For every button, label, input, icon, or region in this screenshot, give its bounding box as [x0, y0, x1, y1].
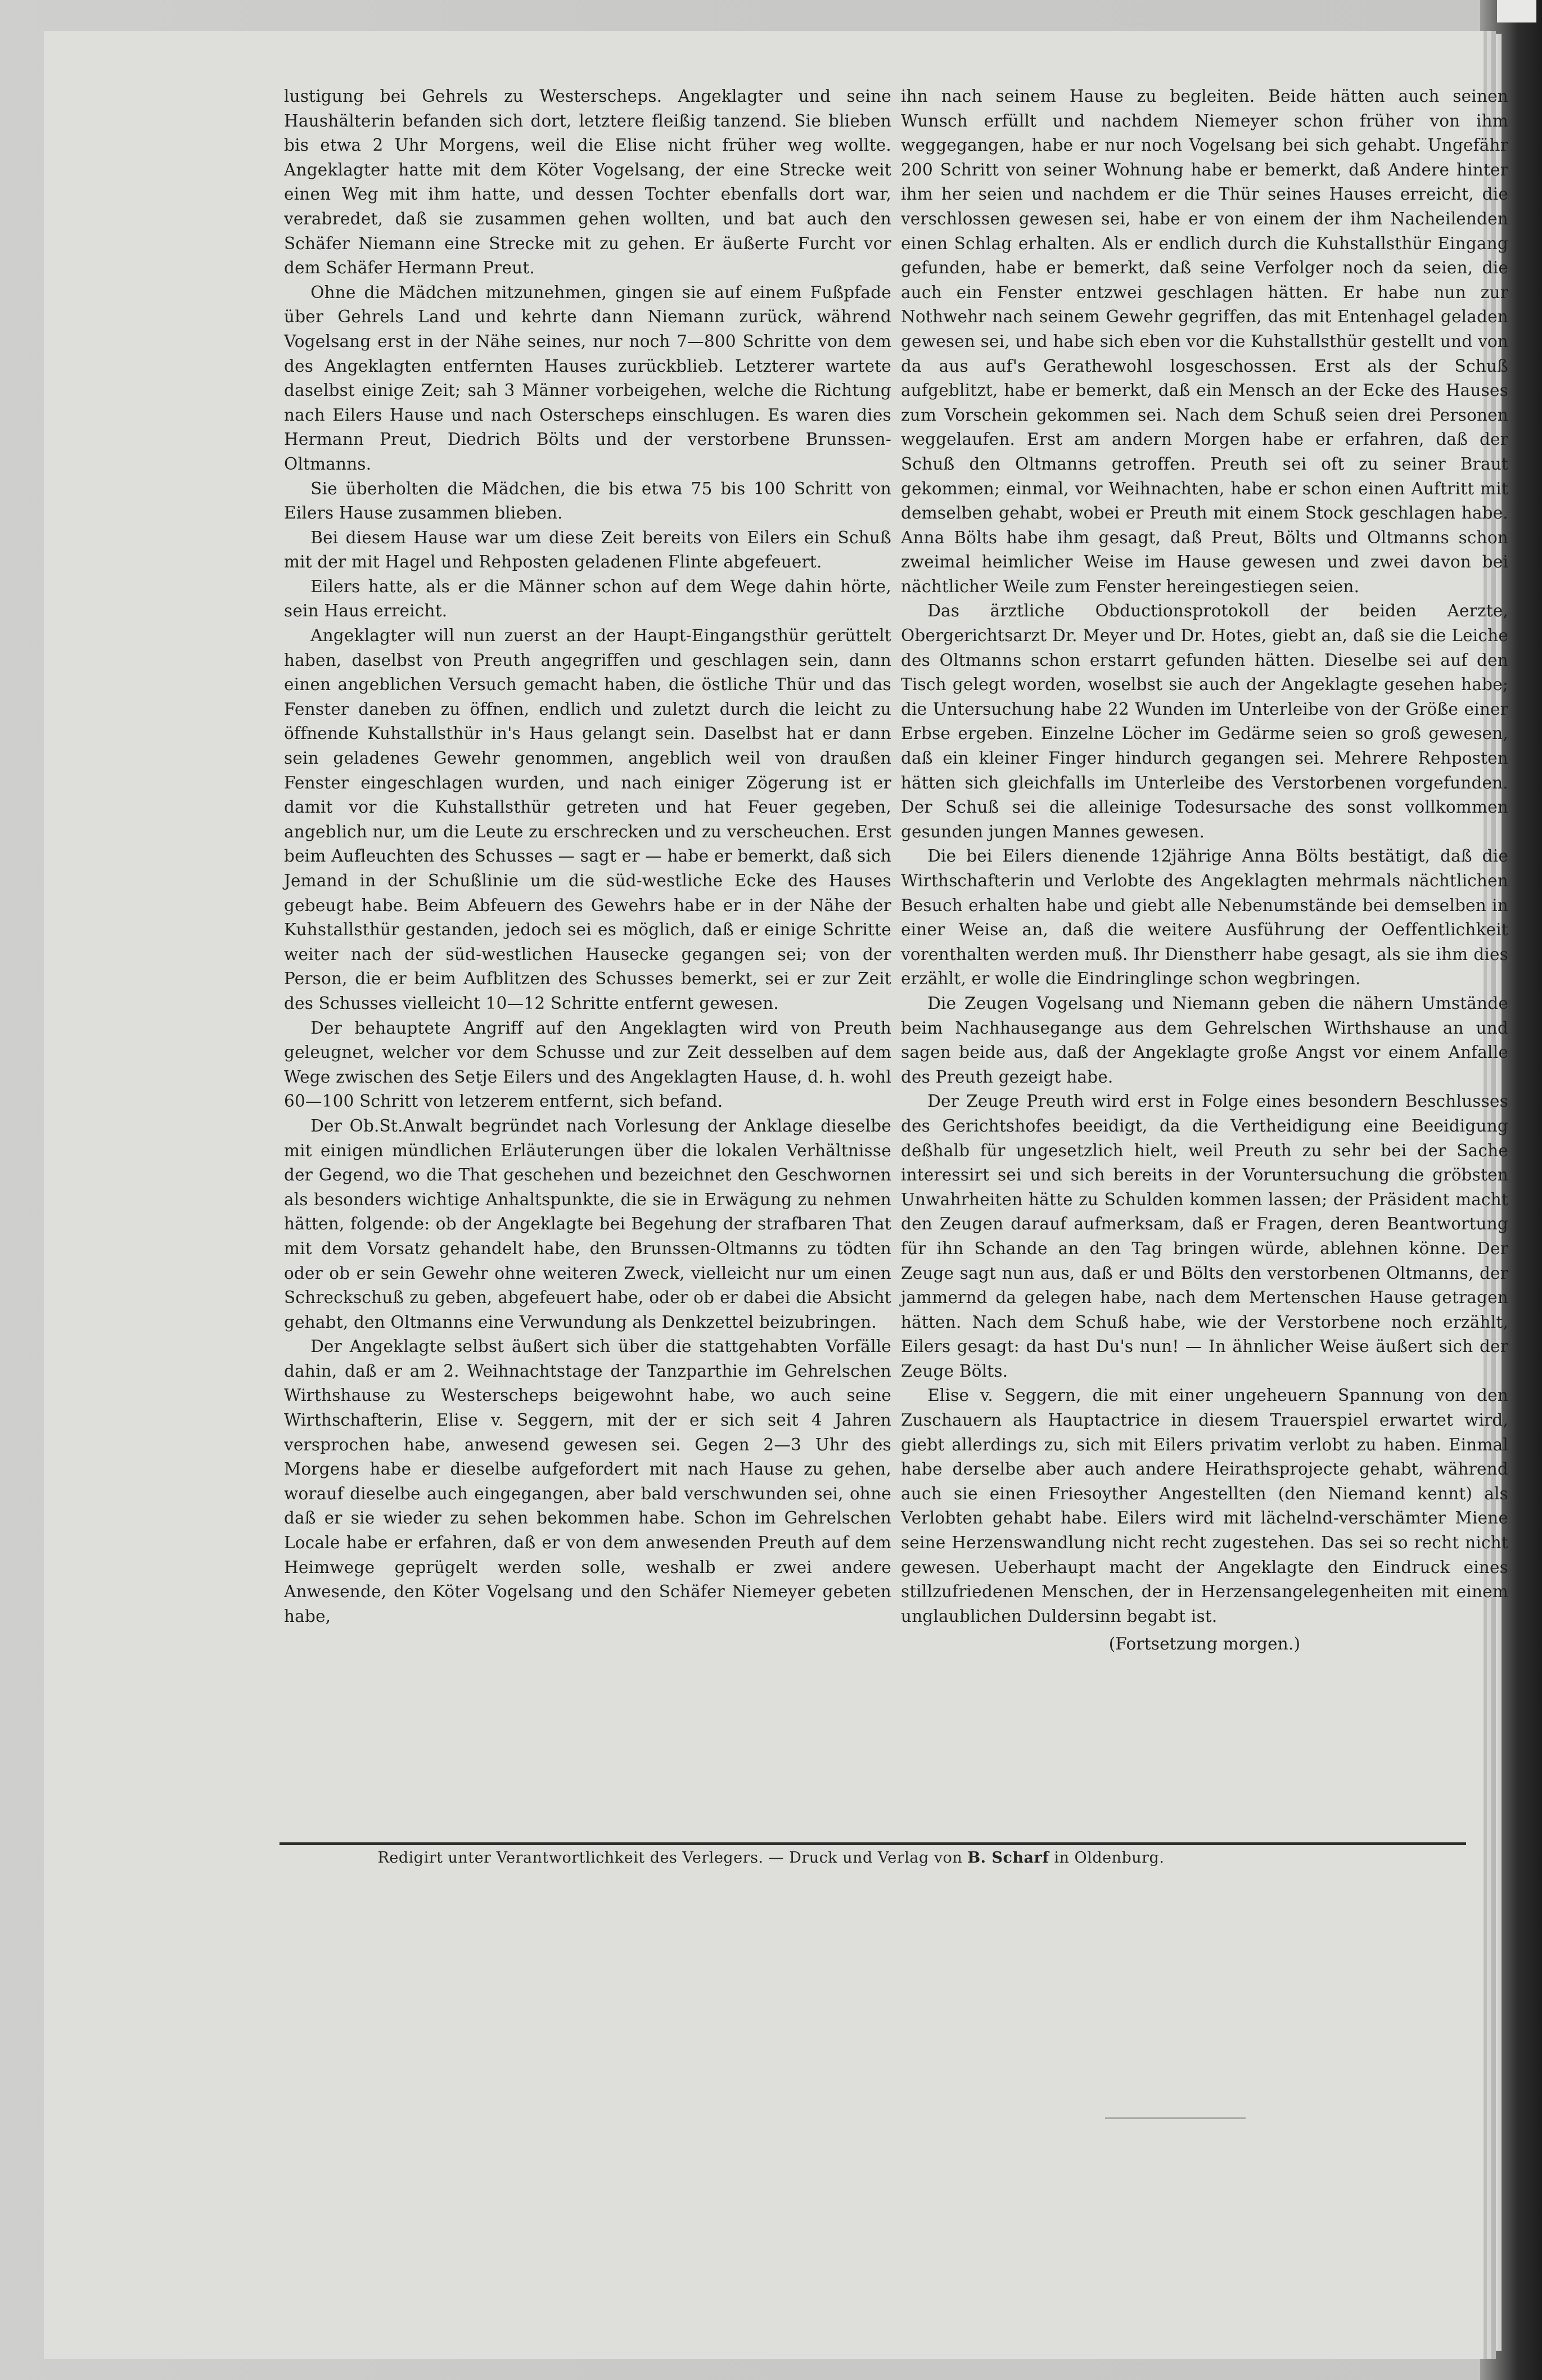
- paragraph: (Fortsetzung morgen.): [1108, 1634, 1301, 1654]
- left-column: [284, 84, 891, 1629]
- footer-rule: [279, 1842, 1466, 1845]
- right-column: [901, 84, 1508, 1657]
- bleed-through-rule: [1105, 2117, 1246, 2119]
- colophon-prefix: Redigirt unter Verantwortlichkeit des Verlegers. — Druck und Verlag von: [377, 1849, 968, 1867]
- paragraph: Die bei Eilers dienende 12jährige Anna Bölts bestätigt, daß die Wirthschafterin und Verlobte des Angeklagten mehrmals nächtlichen Besuch erhalten habe und giebt alle Nebenumstände bei demselben in einer Weise an, daß die weitere Ausführung der Oeffentlichkeit vorenthalten werden muß. Ihr Dienstherr habe gesagt, als sie ihm dies erzählt, er wolle die Eindringlinge schon wegbringen.: [901, 846, 1508, 989]
- paragraph: Elise v. Seggern, die mit einer ungeheuern Spannung von den Zuschauern als Hauptactrice in diesem Trauerspiel erwartet wird, giebt allerdings zu, sich mit Eilers privatim verlobt zu haben. Einmal habe derselbe aber auch andere Heirathsprojecte gehabt, während auch sie einen Friesoyther Angestellten (den Niemand kennt) als Verlobten gehabt habe. Eilers wird mit lächelnd-verschämter Miene seine Herzenswandlung nicht recht zugestehen. Das sei so recht nicht gewesen. Ueberhaupt macht der Angeklagte den Eindruck eines stillzufriedenen Menschen, der in Herzensangelegenheiten mit einem unglaublichen Duldersinn begabt ist.: [901, 1386, 1508, 1626]
- paragraph: Angeklagter will nun zuerst an der Haupt-Eingangsthür gerüttelt haben, daselbst von Preuth angegriffen und geschlagen sein, dann einen angeblichen Versuch gemacht haben, die östliche Thür und das Fenster daneben zu öffnen, endlich und zuletzt durch die leicht zu öffnende Kuhstallsthür in's Haus gelangt sein. Daselbst hat er dann sein geladenes Gewehr genommen, angeblich weil von draußen Fenster eingeschlagen wurden, und nach einiger Zögerung ist er damit vor die Kuhstallsthür getreten und hat Feuer gegeben, angeblich nur, um die Leute zu erschrecken und zu verscheuchen. Erst beim Aufleuchten des Schusses — sagt er — habe er bemerkt, daß sich Jemand in der Schußlinie um die süd-westliche Ecke des Hauses gebeugt habe. Beim Abfeuern des Gewehrs habe er in der Nähe der Kuhstallsthür gestanden, jedoch sei es möglich, daß er einige Schritte weiter nach der süd-westlichen Hausecke gegangen sei; von der Person, die er beim Aufblitzen des Schusses bemerkt, sei er zur Zeit des Schusses vielleicht 10—12 Schritte entfernt gewesen.: [284, 626, 891, 1013]
- paragraph: Bei diesem Hause war um diese Zeit bereits von Eilers ein Schuß mit der mit Hagel und Rehposten geladenen Flinte abgefeuert.: [284, 528, 891, 572]
- paragraph: Die Zeugen Vogelsang und Niemann geben die nähern Umstände beim Nachhausegange aus dem Gehrelschen Wirthshause an und sagen beide aus, daß der Angeklagte große Angst vor einem Anfalle des Preuth gezeigt habe.: [901, 993, 1508, 1087]
- paragraph: Der Zeuge Preuth wird erst in Folge eines besondern Beschlusses des Gerichtshofes beeidigt, da die Vertheidigung eine Beeidigung deßhalb für ungesetzlich hielt, weil Preuth zu sehr bei der Sache interessirt sei und sich bereits in der Voruntersuchung die gröbsten Unwahrheiten hätte zu Schulden kommen lassen; der Präsident macht den Zeugen darauf aufmerksam, daß er Fragen, deren Beantwortung für ihn Schande an den Tag bringen würde, ablehnen könne. Der Zeuge sagt nun aus, daß er und Bölts den verstorbenen Oltmanns, der jammernd da gelegen habe, nach dem Mertenschen Hause getragen hätten. Nach dem Schuß habe, wie der Verstorbene noch erzählt, Eilers gesagt: da hast Du's nun! — In ähnlicher Weise äußert sich der Zeuge Bölts.: [901, 1092, 1508, 1381]
- colophon-publisher: B. Scharf: [967, 1849, 1049, 1867]
- paragraph: Eilers hatte, als er die Männer schon auf dem Wege dahin hörte, sein Haus erreicht.: [284, 576, 891, 621]
- paragraph: Ohne die Mädchen mitzunehmen, gingen sie auf einem Fußpfade über Gehrels Land und kehrte dann Niemann zurück, während Vogelsang erst in der Nähe seines, nur noch 7—800 Schritte von dem des Angeklagten entfernten Hauses zurückblieb. Letzterer wartete daselbst einige Zeit; sah 3 Männer vorbeigehen, welche die Richtung nach Eilers Hause und nach Osterscheps einschlugen. Es waren dies Hermann Preut, Diedrich Bölts und der verstorbene Brunssen-Oltmanns.: [284, 282, 891, 474]
- colophon: [0, 1849, 1542, 1867]
- paragraph: ihn nach seinem Hause zu begleiten. Beide hätten auch seinen Wunsch erfüllt und nachdem Niemeyer schon früher von ihm weggegangen, habe er nur noch Vogelsang bei sich gehabt. Ungefähr 200 Schritt von seiner Wohnung habe er bemerkt, daß Andere hinter ihm her seien und nachdem er die Thür seines Hauses erreicht, die verschlossen gewesen sei, habe er von einem der ihm Nacheilenden einen Schlag erhalten. Als er endlich durch die Kuhstallsthür Eingang gefunden, habe er bemerkt, daß seine Verfolger noch da seien, die auch ein Fenster entzwei geschlagen hätten. Er habe nun zur Nothwehr nach seinem Gewehr gegriffen, das mit Entenhagel geladen gewesen sei, und habe sich eben vor die Kuhstallsthür gestellt und von da aus auf's Gerathewohl losgeschossen. Erst als der Schuß aufgeblitzt, habe er bemerkt, daß ein Mensch an der Ecke des Hauses zum Vorschein gekommen sei. Nach dem Schuß seien drei Personen weggelaufen. Erst am andern Morgen habe er erfahren, daß der Schuß den Oltmanns getroffen. Preuth sei oft zu seiner Braut gekommen; einmal, vor Weihnachten, habe er schon einen Auftritt mit demselben gehabt, wobei er Preuth mit einem Stock geschlagen habe. Anna Bölts habe ihm gesagt, daß Preut, Bölts und Oltmanns schon zweimal heimlicher Weise im Hause gewesen und zwei davon bei nächtlicher Weile zum Fenster hereingestiegen seien.: [901, 87, 1508, 596]
- colophon-suffix: in Oldenburg.: [1049, 1849, 1165, 1867]
- paragraph: Der Angeklagte selbst äußert sich über die stattgehabten Vorfälle dahin, daß er am 2. Weihnachtstage der Tanzparthie im Gehrelschen Wirthshause zu Westerscheps beigewohnt habe, wo auch seine Wirthschafterin, Elise v. Seggern, mit der er sich seit 4 Jahren versprochen habe, anwesend gewesen sei. Gegen 2—3 Uhr des Morgens habe er dieselbe aufgefordert mit nach Hause zu gehen, worauf dieselbe auch eingegangen, aber bald verschwunden sei, ohne daß er sie wieder zu sehen bekommen habe. Schon im Gehrelschen Locale habe er erfahren, daß er von dem anwesenden Preuth auf dem Heimwege geprügelt werden solle, weshalb er zwei andere Anwesende, den Köter Vogelsang und den Schäfer Niemeyer gebeten habe,: [284, 1337, 891, 1626]
- paragraph: Das ärztliche Obductionsprotokoll der beiden Aerzte, Obergerichtsarzt Dr. Meyer und Dr. Hotes, giebt an, daß sie die Leiche des Oltmanns schon erstarrt gefunden hätten. Dieselbe sei auf den Tisch gelegt worden, woselbst sie auch der Angeklagte gesehen habe; die Untersuchung habe 22 Wunden im Unterleibe von der Größe einer Erbse ergeben. Einzelne Löcher im Gedärme seien so groß gewesen, daß ein kleiner Finger hindurch gegangen sei. Mehrere Rehposten hätten sich gleichfalls im Unterleibe des Verstorbenen vorgefunden. Der Schuß sei die alleinige Todesursache des sonst vollkommen gesunden jungen Mannes gewesen.: [901, 601, 1508, 841]
- paragraph: Der Ob.St.Anwalt begründet nach Vorlesung der Anklage dieselbe mit einigen mündlichen Erläuterungen über die lokalen Verhältnisse der Gegend, wo die That geschehen und bezeichnet den Geschwornen als besonders wichtige Anhaltspunkte, die sie in Erwägung zu nehmen hätten, folgende: ob der Angeklagte bei Begehung der strafbaren That mit dem Vorsatz gehandelt habe, den Brunssen-Oltmanns zu tödten oder ob er sein Gewehr ohne weiteren Zweck, vielleicht nur um einen Schreckschuß zu geben, abgefeuert habe, oder ob er dabei die Absicht gehabt, den Oltmanns eine Verwundung als Denkzettel beizubringen.: [284, 1116, 891, 1332]
- paragraph: Sie überholten die Mädchen, die bis etwa 75 bis 100 Schritt von Eilers Hause zusammen blieben.: [284, 479, 891, 523]
- paragraph: lustigung bei Gehrels zu Westerscheps. Angeklagter und seine Haushälterin befanden sich dort, letztere fleißig tanzend. Sie blieben bis etwa 2 Uhr Morgens, weil die Elise nicht früher weg wollte. Angeklagter hatte mit dem Köter Vogelsang, der eine Strecke weit einen Weg mit ihm hatte, und dessen Tochter ebenfalls dort war, verabredet, daß sie zusammen gehen wollten, und bat auch den Schäfer Niemann eine Strecke mit zu gehen. Er äußerte Furcht vor dem Schäfer Hermann Preut.: [284, 87, 891, 278]
- paragraph: Der behauptete Angriff auf den Angeklagten wird von Preuth geleugnet, welcher vor dem Schusse und zur Zeit desselben auf dem Wege zwischen des Setje Eilers und des Angeklagten Hause, d. h. wohl 60—100 Schritt von letzerem entfernt, sich befand.: [284, 1018, 891, 1111]
